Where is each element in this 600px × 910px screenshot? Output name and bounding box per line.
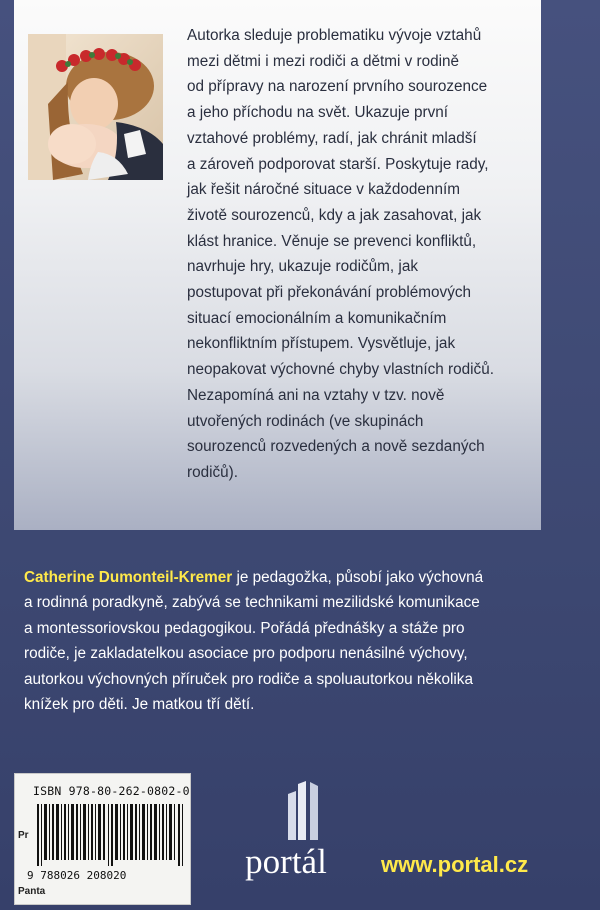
description-line: klást hranice. Věnuje se prevenci konfliktů, xyxy=(187,232,477,250)
description-line: utvořených rodinách (ve skupinách xyxy=(187,412,424,430)
barcode-icon xyxy=(37,804,185,866)
description-line: Autorka sleduje problematiku vývoje vztahů xyxy=(187,27,482,44)
description-line: mezi dětmi i mezi rodiči a dětmi v rodině xyxy=(187,52,460,70)
book-description xyxy=(187,23,532,486)
publisher-logo xyxy=(226,780,346,890)
portal-logo-icon xyxy=(226,780,346,844)
author-bio xyxy=(24,565,569,717)
bio-line: autorkou výchovných příruček pro rodiče a spoluautorkou několika xyxy=(24,670,473,688)
description-line: nekonfliktním přístupem. Vysvětluje, jak xyxy=(187,335,456,353)
bio-line: rodiče, je zakladatelkou asociace pro podporu nenásilné výchovy, xyxy=(24,645,468,663)
description-line: životě sourozenců, kdy a jak zasahovat, jak xyxy=(187,206,482,224)
bio-line: a montessoriovskou pedagogikou. Pořádá přednášky a stáže pro xyxy=(24,619,465,637)
children-photo xyxy=(28,34,163,180)
publisher-website[interactable]: www.portal.cz xyxy=(381,852,529,877)
photo-illustration xyxy=(28,34,163,180)
description-line: vztahové problémy, radí, jak chránit mladší xyxy=(187,129,477,147)
description-line: sourozenců rozvedených a nově sezdaných xyxy=(187,438,485,456)
bio-line: a rodinná poradkyně, zabývá se technikami mezilidské komunikace xyxy=(24,594,480,612)
publisher-logo-text: portál xyxy=(245,842,327,881)
isbn-label: ISBN 978-80-262-0802-0 xyxy=(33,784,190,798)
isbn-barcode-sticker xyxy=(14,773,191,905)
description-line: a jeho příchodu na svět. Ukazuje první xyxy=(187,104,449,122)
description-line: neopakovat výchovné chyby vlastních rodičů. xyxy=(187,361,494,379)
description-line: od přípravy na narození prvního sourozence xyxy=(187,78,488,96)
sticker-tag: Pr xyxy=(18,830,29,841)
description-line: postupovat při překonávání problémových xyxy=(187,284,472,302)
description-line: navrhuje hry, ukazuje rodičům, jak xyxy=(187,258,418,276)
description-line: a zároveň podporovat starší. Poskytuje rady, xyxy=(187,155,489,173)
bio-line: knížek pro děti. Je matkou tří dětí. xyxy=(24,696,255,714)
description-line: rodičů). xyxy=(187,463,239,481)
sticker-tag: Panta xyxy=(18,886,46,897)
description-line: Nezapomíná ani na vztahy v tzv. nově xyxy=(187,386,445,404)
description-line: jak řešit náročné situace v každodenním xyxy=(187,181,460,199)
author-name: Catherine Dumonteil-Kremer xyxy=(24,569,233,586)
bio-line: je pedagožka, působí jako výchovná xyxy=(232,569,484,586)
description-line: situací emocionálním a komunikačním xyxy=(187,309,447,327)
barcode-digits: 9 788026 208020 xyxy=(27,869,127,882)
